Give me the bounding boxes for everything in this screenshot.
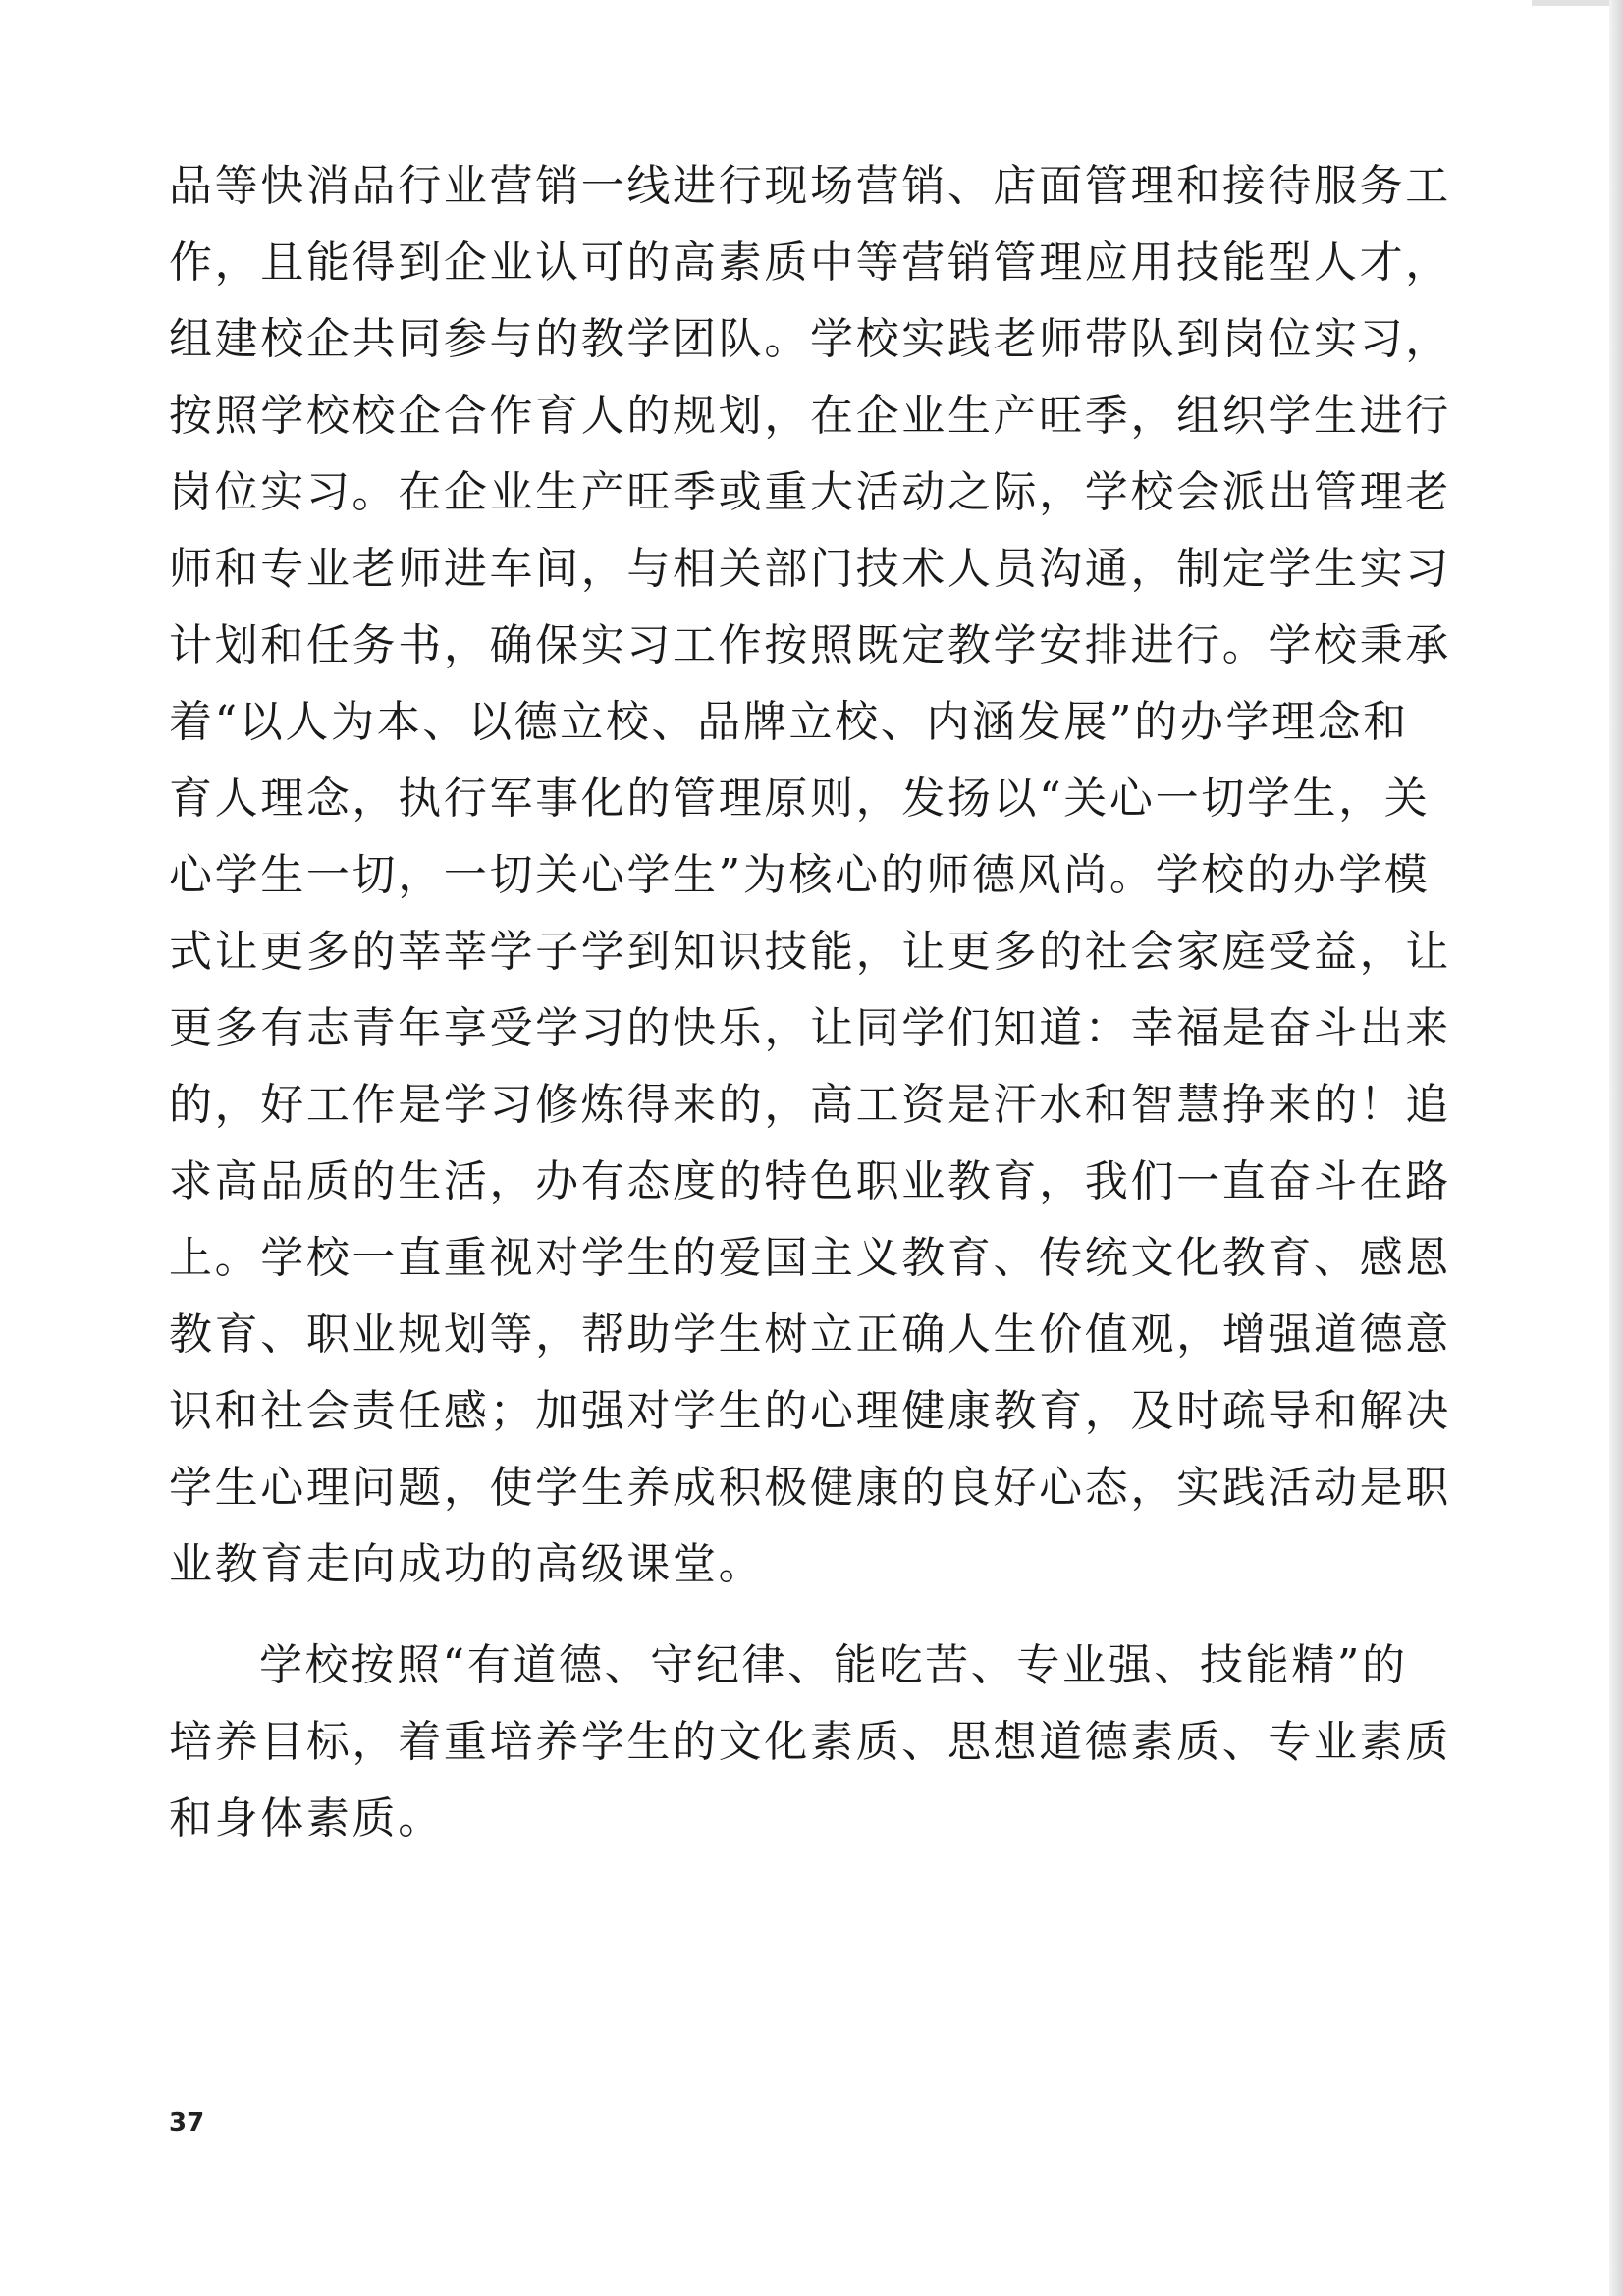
paragraph-1-line: 的，好工作是学习修炼得来的，高工资是汗水和智慧挣来的！追 bbox=[169, 1080, 1451, 1130]
paragraph-1-line: 作，且能得到企业认可的高素质中等营销管理应用技能型人才， bbox=[169, 238, 1451, 288]
paragraph-2-line: 学校按照“有道德、守纪律、能吃苦、专业强、技能精”的 bbox=[259, 1640, 1408, 1690]
paragraph-1-line: 识和社会责任感；加强对学生的心理健康教育，及时疏导和解决 bbox=[169, 1386, 1451, 1436]
paragraph-1-line: 师和专业老师进车间，与相关部门技术人员沟通，制定学生实习 bbox=[169, 544, 1451, 594]
paragraph-1-line: 上。学校一直重视对学生的爱国主义教育、传统文化教育、感恩 bbox=[169, 1233, 1451, 1283]
paragraph-1-line: 计划和任务书，确保实习工作按照既定教学安排进行。学校秉承 bbox=[169, 620, 1451, 670]
page-number: 37 bbox=[169, 2109, 205, 2138]
paragraph-1-line: 组建校企共同参与的教学团队。学校实践老师带队到岗位实习， bbox=[169, 314, 1451, 364]
paragraph-1-line: 岗位实习。在企业生产旺季或重大活动之际，学校会派出管理老 bbox=[169, 467, 1451, 517]
paragraph-1-line: 教育、职业规划等，帮助学生树立正确人生价值观，增强道德意 bbox=[169, 1309, 1451, 1360]
paragraph-1-line: 着“以人为本、以德立校、品牌立校、内涵发展”的办学理念和 bbox=[169, 697, 1409, 747]
paragraph-2-line: 和身体素质。 bbox=[169, 1793, 444, 1843]
paragraph-1-line: 按照学校校企合作育人的规划，在企业生产旺季，组织学生进行 bbox=[169, 391, 1451, 441]
paragraph-2-line: 培养目标，着重培养学生的文化素质、思想道德素质、专业素质 bbox=[169, 1717, 1451, 1767]
paragraph-1-line: 心学生一切，一切关心学生”为核心的师德风尚。学校的办学模 bbox=[169, 850, 1431, 900]
scan-edge-right bbox=[1609, 0, 1623, 2296]
paragraph-1-line: 式让更多的莘莘学子学到知识技能，让更多的社会家庭受益，让 bbox=[169, 927, 1451, 977]
paragraph-1-line: 业教育走向成功的高级课堂。 bbox=[169, 1539, 765, 1589]
paragraph-1-line: 品等快消品行业营销一线进行现场营销、店面管理和接待服务工 bbox=[169, 161, 1451, 211]
paragraph-1-line: 学生心理问题，使学生养成积极健康的良好心态，实践活动是职 bbox=[169, 1463, 1451, 1513]
paragraph-1-line: 更多有志青年享受学习的快乐，让同学们知道：幸福是奋斗出来 bbox=[169, 1003, 1451, 1053]
paragraph-1-line: 求高品质的生活，办有态度的特色职业教育，我们一直奋斗在路 bbox=[169, 1156, 1451, 1206]
paragraph-1-line: 育人理念，执行军事化的管理原则，发扬以“关心一切学生，关 bbox=[169, 774, 1431, 824]
